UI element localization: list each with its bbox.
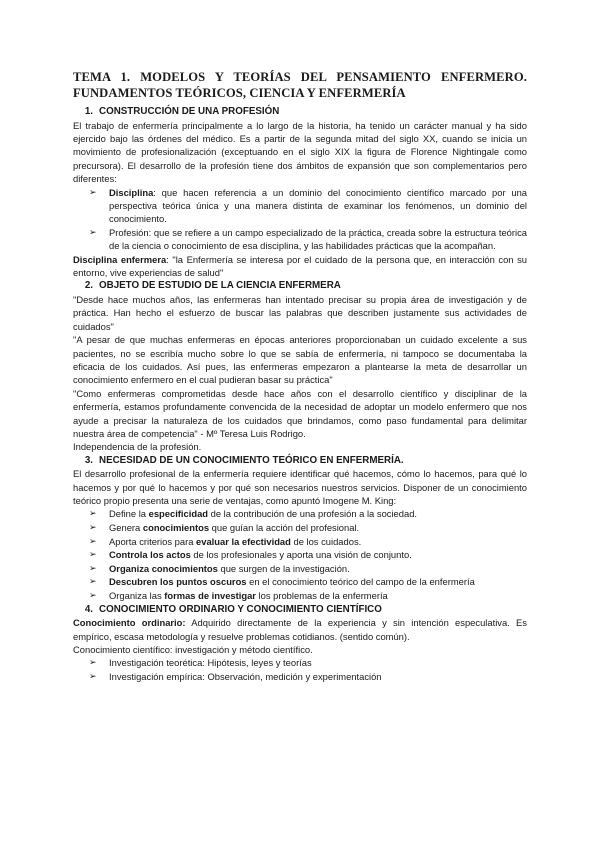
list-item bbox=[89, 521, 527, 535]
section-3-heading bbox=[73, 454, 527, 468]
list-item bbox=[89, 656, 527, 670]
section-4-list bbox=[73, 656, 527, 683]
item-text: que surgen de la investigación. bbox=[217, 562, 350, 574]
item-bold: Descubren los puntos oscuros bbox=[109, 576, 247, 588]
section-2-heading bbox=[73, 279, 527, 293]
item-bold: especificidad bbox=[148, 508, 209, 520]
arrow-bullet-icon: ➢ bbox=[89, 657, 97, 668]
item-text: de los profesionales y aporta una visión de conjunto. bbox=[190, 549, 412, 561]
item-text: que guían la acción del profesional. bbox=[209, 522, 360, 534]
arrow-bullet-icon: ➢ bbox=[89, 576, 97, 587]
section-number: 4. bbox=[84, 603, 93, 615]
arrow-bullet-icon: ➢ bbox=[89, 562, 97, 573]
section-number: 2. bbox=[84, 280, 93, 292]
section-1-list bbox=[73, 186, 527, 253]
list-item bbox=[89, 535, 527, 549]
list-item bbox=[89, 670, 527, 684]
section-number: 1. bbox=[84, 106, 93, 117]
arrow-bullet-icon: ➢ bbox=[89, 522, 97, 533]
section-4-heading bbox=[73, 603, 527, 617]
ordinary-knowledge-paragraph bbox=[73, 616, 527, 643]
arrow-bullet-icon: ➢ bbox=[89, 186, 97, 197]
section-3-list bbox=[73, 507, 527, 602]
term-text: : "la Enfermería se interesa por el cuidado de la persona que, en interacción con su entorno, vive experiencias de salud" bbox=[73, 253, 527, 278]
item-text: de la contribución de una profesión a la sociedad. bbox=[208, 508, 418, 520]
section-title: OBJETO DE ESTUDIO DE LA CIENCIA ENFERMERA bbox=[99, 280, 341, 292]
section-title: CONOCIMIENTO ORDINARIO Y CONOCIMIENTO CIENTÍFICO bbox=[99, 603, 382, 615]
list-item bbox=[89, 589, 527, 603]
item-bold: Organiza conocimientos bbox=[109, 562, 218, 574]
item-bold: evaluar la efectividad bbox=[196, 535, 291, 547]
item-text: de los cuidados. bbox=[290, 535, 362, 547]
quote-paragraph: "Como enfermeras comprometidas desde hace años con el desarrollo científico y disciplinar de la enfermería, estamos profundamente convencida de la necesidad de adoptar un modelo enfermero que nos ayude a precisar la naturaleza de los cuidados que brindamos, como paso fundamental para delimitar nuestra área de competencia" - Mº Teresa Luis Rodrigo. bbox=[73, 387, 527, 439]
term-bold: Disciplina bbox=[109, 186, 154, 198]
item-text: Aporta criterios para bbox=[109, 535, 197, 547]
list-item bbox=[89, 186, 527, 226]
item-text: Organiza las bbox=[109, 590, 165, 602]
term-text: Adquirido directamente de la experiencia y sin intención especulativa. Es empírico, escasa metodología y resuelve problemas cotidianos. (sentido común). bbox=[73, 617, 527, 642]
item-text: Investigación empírica: Observación, medición y experimentación bbox=[109, 670, 382, 682]
discipline-definition bbox=[73, 253, 527, 280]
list-item bbox=[89, 226, 527, 253]
section-2-closing: Independencia de la profesión. bbox=[73, 441, 202, 453]
item-text: Genera bbox=[109, 522, 143, 534]
item-text: Define la bbox=[109, 508, 149, 520]
list-item bbox=[89, 575, 527, 589]
term-bold: Disciplina enfermera bbox=[73, 253, 167, 265]
document-title: TEMA 1. MODELOS Y TEORÍAS DEL PENSAMIENTO ENFERMERO. FUNDAMENTOS TEÓRICOS, CIENCIA Y ENFERMERÍA bbox=[73, 70, 527, 100]
arrow-bullet-icon: ➢ bbox=[89, 590, 97, 601]
arrow-bullet-icon: ➢ bbox=[89, 670, 97, 681]
quote-paragraph: "A pesar de que muchas enfermeras en épocas anteriores proporcionaban un cuidado excelente a sus pacientes, no se escribía mucho sobre lo que se sabía de enfermería, ni tampoco se documentaba la eficacia de los cuidados. Así pues, las enfermeras empezaron a plantearse la meta de desarrollar un conocimiento enfermero en el cual pudieran basar su práctica" bbox=[73, 334, 527, 386]
section-3-intro: El desarrollo profesional de la enfermería requiere identificar qué hacemos, cómo lo hacemos, para qué lo hacemos y por qué lo hacemos y por qué son necesarios nuestros servicios. Disponer de un conocimiento teórico propio presenta una serie de ventajas, como apuntó Imogene M. King: bbox=[73, 468, 527, 507]
list-item bbox=[89, 507, 527, 521]
arrow-bullet-icon: ➢ bbox=[89, 549, 97, 560]
arrow-bullet-icon: ➢ bbox=[89, 535, 97, 546]
section-title: NECESIDAD DE UN CONOCIMIENTO TEÓRICO EN ENFERMERÍA. bbox=[99, 454, 404, 466]
section-title: CONSTRUCCIÓN DE UNA PROFESIÓN bbox=[99, 106, 280, 117]
list-item bbox=[89, 562, 527, 576]
item-bold: formas de investigar bbox=[164, 590, 256, 602]
item-text: los problemas de la enfermería bbox=[255, 590, 388, 602]
item-bold: Controla los actos bbox=[109, 549, 191, 561]
quote-paragraph: "Desde hace muchos años, las enfermeras han intentado precisar su propia área de investigación y de práctica. Han hecho el esfuerzo de buscar las palabras que describen justamente sus actividades de cuidados" bbox=[73, 293, 527, 332]
item-bold: conocimientos bbox=[142, 522, 210, 534]
arrow-bullet-icon: ➢ bbox=[89, 226, 97, 237]
term-text: Profesión: que se refiere a un campo especializado de la práctica, creada sobre la estructura teórica de la ciencia o conocimiento de esa disciplina, y las habilidades prácticas que la acompañan. bbox=[109, 226, 527, 252]
section-number: 3. bbox=[84, 454, 93, 466]
item-text: Investigación teorética: Hipótesis, leyes y teorías bbox=[109, 657, 312, 669]
section-1-intro: El trabajo de enfermería principalmente a lo largo de la historia, ha tenido un carácter manual y ha sido ejercido bajo las órdenes del médico. Es a partir de la segunda mitad del siglo XX, cuando se inicia un movimiento de profesionalización (exceptuando en el siglo XIX la figura de Florence Nightingale como precursora). El desarrollo de la profesión tiene dos ámbitos de expansión que son complementarios pero diferentes: bbox=[73, 119, 527, 185]
list-item bbox=[89, 548, 527, 562]
term-bold: Conocimiento ordinario: bbox=[73, 617, 186, 629]
arrow-bullet-icon: ➢ bbox=[89, 508, 97, 519]
term-text: : que hacen referencia a un dominio del conocimiento científico marcado por una perspectiva teórica única y una manera distinta de examinar los fenómenos, un dominio del conocimiento. bbox=[109, 186, 527, 225]
item-text: en el conocimiento teórico del campo de la enfermería bbox=[246, 576, 475, 588]
scientific-knowledge-paragraph: Conocimiento científico: investigación y método científico. bbox=[73, 643, 313, 655]
section-1-heading bbox=[73, 105, 527, 119]
